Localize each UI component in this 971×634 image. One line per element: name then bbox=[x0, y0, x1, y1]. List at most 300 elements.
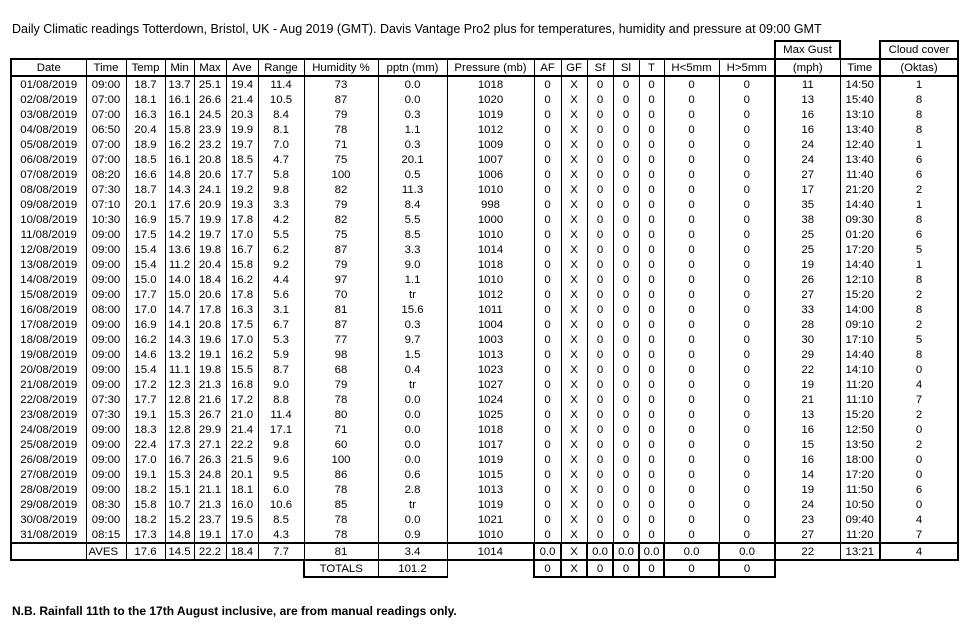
cell-sl: 0 bbox=[613, 317, 639, 332]
table-row bbox=[11, 407, 958, 422]
cell-sl: 0 bbox=[613, 182, 639, 197]
cell-t: 0 bbox=[639, 197, 664, 212]
cell-humidity: 85 bbox=[304, 497, 378, 512]
cell-sf: 0 bbox=[587, 422, 613, 437]
cell-time: 08:15 bbox=[86, 527, 126, 543]
cell-pptn: 9.7 bbox=[378, 332, 447, 347]
cell-gust-time: 12:50 bbox=[840, 422, 880, 437]
cell-max: 23.2 bbox=[194, 137, 226, 152]
cell-max: 23.7 bbox=[194, 512, 226, 527]
cell-humidity: 60 bbox=[304, 437, 378, 452]
cell-gf: X bbox=[561, 467, 587, 482]
cell-max: 21.6 bbox=[194, 392, 226, 407]
cell-range: 9.6 bbox=[258, 452, 304, 467]
col-header-h-lt5mm: H<5mm bbox=[664, 59, 719, 76]
cell-max: 24.1 bbox=[194, 182, 226, 197]
cell-h-gt5mm: 0 bbox=[719, 272, 775, 287]
cell-sf: 0 bbox=[587, 137, 613, 152]
cell-gust-mph: 19 bbox=[775, 257, 840, 272]
cell-range: 9.0 bbox=[258, 377, 304, 392]
cell-sl: 0 bbox=[613, 482, 639, 497]
cell-pressure: 1021 bbox=[447, 512, 534, 527]
aves-pptn: 3.4 bbox=[378, 543, 447, 560]
cell-range: 6.0 bbox=[258, 482, 304, 497]
cell-gust-mph: 29 bbox=[775, 347, 840, 362]
cell-pptn: 1.1 bbox=[378, 272, 447, 287]
aves-af: 0.0 bbox=[534, 543, 561, 560]
cell-sl: 0 bbox=[613, 197, 639, 212]
cell-humidity: 97 bbox=[304, 272, 378, 287]
cell-time: 09:00 bbox=[86, 482, 126, 497]
cell-af: 0 bbox=[534, 317, 561, 332]
cell-ave: 17.0 bbox=[226, 227, 258, 242]
cell-gust-time: 01:20 bbox=[840, 227, 880, 242]
cell-gf: X bbox=[561, 137, 587, 152]
cell-sl: 0 bbox=[613, 212, 639, 227]
cell-t: 0 bbox=[639, 152, 664, 167]
cell-gf: X bbox=[561, 197, 587, 212]
cell-gf: X bbox=[561, 377, 587, 392]
cell-humidity: 87 bbox=[304, 242, 378, 257]
cell-gf: X bbox=[561, 422, 587, 437]
cell-gf: X bbox=[561, 437, 587, 452]
cell-h-lt5mm: 0 bbox=[664, 302, 719, 317]
cell-h-gt5mm: 0 bbox=[719, 92, 775, 107]
cell-min: 16.7 bbox=[165, 452, 194, 467]
cell-gf: X bbox=[561, 347, 587, 362]
cell-gust-time: 11:20 bbox=[840, 527, 880, 543]
cell-humidity: 78 bbox=[304, 122, 378, 137]
cell-af: 0 bbox=[534, 377, 561, 392]
cell-ave: 20.1 bbox=[226, 467, 258, 482]
cell-h-lt5mm: 0 bbox=[664, 182, 719, 197]
cell-date: 26/08/2019 bbox=[11, 452, 86, 467]
cell-ave: 20.3 bbox=[226, 107, 258, 122]
cell-gf: X bbox=[561, 287, 587, 302]
cell-date: 29/08/2019 bbox=[11, 497, 86, 512]
cell-af: 0 bbox=[534, 272, 561, 287]
cell-h-lt5mm: 0 bbox=[664, 527, 719, 543]
cell-date: 04/08/2019 bbox=[11, 122, 86, 137]
table-row bbox=[11, 92, 958, 107]
cell-max: 20.4 bbox=[194, 257, 226, 272]
cell-gust-mph: 33 bbox=[775, 302, 840, 317]
cell-pptn: 5.5 bbox=[378, 212, 447, 227]
cell-af: 0 bbox=[534, 497, 561, 512]
cell-cloud-oktas: 2 bbox=[880, 407, 958, 422]
aves-sf: 0.0 bbox=[587, 543, 613, 560]
cell-range: 4.7 bbox=[258, 152, 304, 167]
cell-gust-mph: 16 bbox=[775, 122, 840, 137]
cell-gf: X bbox=[561, 272, 587, 287]
cell-min: 15.0 bbox=[165, 287, 194, 302]
cell-t: 0 bbox=[639, 167, 664, 182]
cell-h-gt5mm: 0 bbox=[719, 437, 775, 452]
cell-temp: 17.7 bbox=[126, 392, 165, 407]
cell-min: 16.1 bbox=[165, 152, 194, 167]
cell-min: 14.1 bbox=[165, 317, 194, 332]
cell-temp: 14.6 bbox=[126, 347, 165, 362]
cell-max: 17.8 bbox=[194, 302, 226, 317]
cell-date: 22/08/2019 bbox=[11, 392, 86, 407]
cell-pptn: 9.0 bbox=[378, 257, 447, 272]
cell-pressure: 1012 bbox=[447, 287, 534, 302]
cell-t: 0 bbox=[639, 392, 664, 407]
cell-date: 23/08/2019 bbox=[11, 407, 86, 422]
cell-time: 06:50 bbox=[86, 122, 126, 137]
cell-pptn: 0.5 bbox=[378, 167, 447, 182]
col-header-pptn: pptn (mm) bbox=[378, 59, 447, 76]
cell-gust-time: 13:10 bbox=[840, 107, 880, 122]
cell-af: 0 bbox=[534, 512, 561, 527]
cell-date: 17/08/2019 bbox=[11, 317, 86, 332]
cell-humidity: 77 bbox=[304, 332, 378, 347]
cell-gust-time: 14:50 bbox=[840, 76, 880, 92]
cell-humidity: 71 bbox=[304, 137, 378, 152]
cell-gust-mph: 28 bbox=[775, 317, 840, 332]
cell-pressure: 1018 bbox=[447, 422, 534, 437]
table-row bbox=[11, 242, 958, 257]
cell-ave: 16.8 bbox=[226, 377, 258, 392]
cell-ave: 19.4 bbox=[226, 76, 258, 92]
cell-sf: 0 bbox=[587, 152, 613, 167]
aves-t: 0.0 bbox=[639, 543, 664, 560]
cell-cloud-oktas: 0 bbox=[880, 362, 958, 377]
cell-h-gt5mm: 0 bbox=[719, 212, 775, 227]
cell-humidity: 78 bbox=[304, 482, 378, 497]
table-row bbox=[11, 272, 958, 287]
totals-sf: 0 bbox=[587, 560, 613, 577]
cell-gust-time: 14:40 bbox=[840, 197, 880, 212]
cell-time: 09:00 bbox=[86, 76, 126, 92]
cell-sf: 0 bbox=[587, 257, 613, 272]
cell-date: 16/08/2019 bbox=[11, 302, 86, 317]
cell-h-lt5mm: 0 bbox=[664, 287, 719, 302]
cell-h-lt5mm: 0 bbox=[664, 347, 719, 362]
cell-humidity: 68 bbox=[304, 362, 378, 377]
cell-gf: X bbox=[561, 302, 587, 317]
col-header-t: T bbox=[639, 59, 664, 76]
cell-sl: 0 bbox=[613, 392, 639, 407]
cell-h-lt5mm: 0 bbox=[664, 167, 719, 182]
cell-t: 0 bbox=[639, 452, 664, 467]
sheet-title: Daily Climatic readings Totterdown, Bristol, UK - Aug 2019 (GMT). Davis Vantage Pro2 plus for temperatures, humidity and pressure at 09:00 GMT bbox=[12, 22, 822, 36]
totals-t: 0 bbox=[639, 560, 664, 577]
cell-h-gt5mm: 0 bbox=[719, 392, 775, 407]
table-row bbox=[11, 227, 958, 242]
cell-h-lt5mm: 0 bbox=[664, 197, 719, 212]
averages-row bbox=[11, 543, 958, 560]
cell-sf: 0 bbox=[587, 482, 613, 497]
cell-h-lt5mm: 0 bbox=[664, 392, 719, 407]
cell-ave: 21.5 bbox=[226, 452, 258, 467]
cell-sf: 0 bbox=[587, 122, 613, 137]
cell-h-gt5mm: 0 bbox=[719, 182, 775, 197]
col-header-ave: Ave bbox=[226, 59, 258, 76]
cell-gust-mph: 22 bbox=[775, 362, 840, 377]
cell-min: 14.3 bbox=[165, 182, 194, 197]
cell-sl: 0 bbox=[613, 422, 639, 437]
cell-h-gt5mm: 0 bbox=[719, 347, 775, 362]
col-header-range: Range bbox=[258, 59, 304, 76]
cell-temp: 20.1 bbox=[126, 197, 165, 212]
cell-h-lt5mm: 0 bbox=[664, 452, 719, 467]
cell-t: 0 bbox=[639, 107, 664, 122]
cell-h-lt5mm: 0 bbox=[664, 377, 719, 392]
cell-h-gt5mm: 0 bbox=[719, 242, 775, 257]
cell-time: 09:00 bbox=[86, 227, 126, 242]
cell-pressure: 1010 bbox=[447, 182, 534, 197]
cell-min: 14.8 bbox=[165, 167, 194, 182]
table-row bbox=[11, 302, 958, 317]
cell-range: 5.5 bbox=[258, 227, 304, 242]
table-row bbox=[11, 197, 958, 212]
cell-h-gt5mm: 0 bbox=[719, 227, 775, 242]
cell-sl: 0 bbox=[613, 122, 639, 137]
cell-cloud-oktas: 1 bbox=[880, 257, 958, 272]
cell-max: 24.5 bbox=[194, 107, 226, 122]
cell-t: 0 bbox=[639, 362, 664, 377]
cell-h-gt5mm: 0 bbox=[719, 452, 775, 467]
cell-min: 14.7 bbox=[165, 302, 194, 317]
totals-spacer bbox=[447, 560, 534, 577]
cell-date: 10/08/2019 bbox=[11, 212, 86, 227]
cell-gust-mph: 14 bbox=[775, 467, 840, 482]
cell-temp: 18.7 bbox=[126, 76, 165, 92]
cell-h-gt5mm: 0 bbox=[719, 197, 775, 212]
cell-h-lt5mm: 0 bbox=[664, 422, 719, 437]
cell-temp: 17.0 bbox=[126, 302, 165, 317]
cell-cloud-oktas: 8 bbox=[880, 122, 958, 137]
cell-gust-mph: 23 bbox=[775, 512, 840, 527]
cell-time: 09:00 bbox=[86, 347, 126, 362]
cell-sf: 0 bbox=[587, 467, 613, 482]
cell-date: 31/08/2019 bbox=[11, 527, 86, 543]
cell-sl: 0 bbox=[613, 302, 639, 317]
cell-gust-time: 13:40 bbox=[840, 122, 880, 137]
table-row bbox=[11, 76, 958, 92]
cell-date: 09/08/2019 bbox=[11, 197, 86, 212]
totals-empty bbox=[86, 560, 126, 577]
cell-humidity: 70 bbox=[304, 287, 378, 302]
cell-h-gt5mm: 0 bbox=[719, 407, 775, 422]
table-row bbox=[11, 347, 958, 362]
cell-pptn: 8.5 bbox=[378, 227, 447, 242]
table-row bbox=[11, 167, 958, 182]
cell-min: 17.6 bbox=[165, 197, 194, 212]
cell-ave: 19.9 bbox=[226, 122, 258, 137]
aves-min: 14.5 bbox=[165, 543, 194, 560]
col-header-cloud-oktas: (Oktas) bbox=[880, 59, 958, 76]
cell-pressure: 1019 bbox=[447, 452, 534, 467]
cell-min: 14.8 bbox=[165, 527, 194, 543]
cell-h-lt5mm: 0 bbox=[664, 242, 719, 257]
table-row bbox=[11, 452, 958, 467]
cell-af: 0 bbox=[534, 407, 561, 422]
cell-range: 9.2 bbox=[258, 257, 304, 272]
cell-min: 10.7 bbox=[165, 497, 194, 512]
totals-empty bbox=[194, 560, 226, 577]
col-header-gust-time: Time bbox=[840, 59, 880, 76]
cell-af: 0 bbox=[534, 76, 561, 92]
cell-t: 0 bbox=[639, 347, 664, 362]
aves-gf: X bbox=[561, 543, 587, 560]
cell-gf: X bbox=[561, 452, 587, 467]
cell-af: 0 bbox=[534, 332, 561, 347]
cell-gf: X bbox=[561, 392, 587, 407]
cell-date: 13/08/2019 bbox=[11, 257, 86, 272]
cell-af: 0 bbox=[534, 152, 561, 167]
aves-range: 7.7 bbox=[258, 543, 304, 560]
cell-sf: 0 bbox=[587, 437, 613, 452]
cell-ave: 19.3 bbox=[226, 197, 258, 212]
cell-ave: 21.0 bbox=[226, 407, 258, 422]
cell-af: 0 bbox=[534, 422, 561, 437]
cell-ave: 16.3 bbox=[226, 302, 258, 317]
cell-af: 0 bbox=[534, 362, 561, 377]
totals-empty bbox=[226, 560, 258, 577]
table-row bbox=[11, 527, 958, 543]
cell-cloud-oktas: 0 bbox=[880, 497, 958, 512]
cell-ave: 19.5 bbox=[226, 512, 258, 527]
cell-sf: 0 bbox=[587, 287, 613, 302]
table-row bbox=[11, 467, 958, 482]
cell-gust-mph: 27 bbox=[775, 167, 840, 182]
cell-max: 21.3 bbox=[194, 497, 226, 512]
cell-t: 0 bbox=[639, 482, 664, 497]
cell-af: 0 bbox=[534, 482, 561, 497]
cell-h-lt5mm: 0 bbox=[664, 227, 719, 242]
cell-gf: X bbox=[561, 152, 587, 167]
cell-max: 20.8 bbox=[194, 152, 226, 167]
cell-min: 12.3 bbox=[165, 377, 194, 392]
cell-time: 10:30 bbox=[86, 212, 126, 227]
cell-range: 3.3 bbox=[258, 197, 304, 212]
cell-temp: 22.4 bbox=[126, 437, 165, 452]
col-header-sl: Sl bbox=[613, 59, 639, 76]
cell-h-lt5mm: 0 bbox=[664, 317, 719, 332]
cell-pptn: 3.3 bbox=[378, 242, 447, 257]
cell-cloud-oktas: 6 bbox=[880, 482, 958, 497]
cell-date: 20/08/2019 bbox=[11, 362, 86, 377]
cell-time: 07:30 bbox=[86, 407, 126, 422]
cell-time: 09:00 bbox=[86, 452, 126, 467]
cell-range: 8.8 bbox=[258, 392, 304, 407]
cell-h-lt5mm: 0 bbox=[664, 332, 719, 347]
aves-humidity: 81 bbox=[304, 543, 378, 560]
cell-cloud-oktas: 6 bbox=[880, 152, 958, 167]
cell-sf: 0 bbox=[587, 452, 613, 467]
cell-sf: 0 bbox=[587, 407, 613, 422]
cell-pressure: 1007 bbox=[447, 152, 534, 167]
cell-gust-mph: 30 bbox=[775, 332, 840, 347]
cell-date: 25/08/2019 bbox=[11, 437, 86, 452]
cell-sl: 0 bbox=[613, 377, 639, 392]
cell-sf: 0 bbox=[587, 272, 613, 287]
cell-sl: 0 bbox=[613, 76, 639, 92]
cell-time: 07:00 bbox=[86, 107, 126, 122]
cell-gust-time: 14:10 bbox=[840, 362, 880, 377]
cell-gf: X bbox=[561, 242, 587, 257]
cell-af: 0 bbox=[534, 452, 561, 467]
cell-pressure: 1012 bbox=[447, 122, 534, 137]
cell-gust-time: 21:20 bbox=[840, 182, 880, 197]
col-header-max: Max bbox=[194, 59, 226, 76]
cell-min: 14.2 bbox=[165, 227, 194, 242]
cell-time: 08:00 bbox=[86, 302, 126, 317]
cell-cloud-oktas: 6 bbox=[880, 167, 958, 182]
cell-gust-mph: 16 bbox=[775, 422, 840, 437]
cell-t: 0 bbox=[639, 182, 664, 197]
table-row bbox=[11, 332, 958, 347]
cell-af: 0 bbox=[534, 527, 561, 543]
cell-pressure: 1009 bbox=[447, 137, 534, 152]
cell-af: 0 bbox=[534, 212, 561, 227]
cell-pptn: 0.0 bbox=[378, 392, 447, 407]
cell-max: 20.9 bbox=[194, 197, 226, 212]
cell-cloud-oktas: 0 bbox=[880, 452, 958, 467]
cell-sf: 0 bbox=[587, 362, 613, 377]
cell-h-gt5mm: 0 bbox=[719, 512, 775, 527]
cell-temp: 15.4 bbox=[126, 362, 165, 377]
cell-time: 07:00 bbox=[86, 152, 126, 167]
cell-humidity: 75 bbox=[304, 227, 378, 242]
cell-humidity: 98 bbox=[304, 347, 378, 362]
cell-pressure: 1015 bbox=[447, 467, 534, 482]
cell-t: 0 bbox=[639, 437, 664, 452]
cell-gf: X bbox=[561, 332, 587, 347]
cell-ave: 19.7 bbox=[226, 137, 258, 152]
cell-cloud-oktas: 1 bbox=[880, 197, 958, 212]
cell-range: 3.1 bbox=[258, 302, 304, 317]
table-row bbox=[11, 497, 958, 512]
cell-gust-time: 12:10 bbox=[840, 272, 880, 287]
cell-h-gt5mm: 0 bbox=[719, 317, 775, 332]
cell-gf: X bbox=[561, 76, 587, 92]
cell-gust-mph: 16 bbox=[775, 452, 840, 467]
cell-h-gt5mm: 0 bbox=[719, 527, 775, 543]
cell-humidity: 100 bbox=[304, 452, 378, 467]
col-header-humidity: Humidity % bbox=[304, 59, 378, 76]
cell-ave: 16.2 bbox=[226, 347, 258, 362]
table-row bbox=[11, 392, 958, 407]
cell-range: 10.5 bbox=[258, 92, 304, 107]
cell-gust-time: 17:10 bbox=[840, 332, 880, 347]
cell-max: 29.9 bbox=[194, 422, 226, 437]
cell-gf: X bbox=[561, 182, 587, 197]
cell-temp: 15.4 bbox=[126, 257, 165, 272]
cell-humidity: 73 bbox=[304, 76, 378, 92]
cell-gf: X bbox=[561, 257, 587, 272]
col-header-temp: Temp bbox=[126, 59, 165, 76]
cell-humidity: 75 bbox=[304, 152, 378, 167]
cell-sf: 0 bbox=[587, 167, 613, 182]
cell-gust-time: 11:40 bbox=[840, 167, 880, 182]
cell-pptn: 1.5 bbox=[378, 347, 447, 362]
cell-gust-time: 17:20 bbox=[840, 467, 880, 482]
aves-h-gt5mm: 0.0 bbox=[719, 543, 775, 560]
cell-ave: 17.0 bbox=[226, 332, 258, 347]
cell-gust-time: 14:40 bbox=[840, 347, 880, 362]
cell-sl: 0 bbox=[613, 287, 639, 302]
cell-range: 11.4 bbox=[258, 76, 304, 92]
cell-t: 0 bbox=[639, 242, 664, 257]
col-header-h-gt5mm: H>5mm bbox=[719, 59, 775, 76]
cell-gf: X bbox=[561, 317, 587, 332]
cell-sf: 0 bbox=[587, 197, 613, 212]
cell-sl: 0 bbox=[613, 512, 639, 527]
cell-t: 0 bbox=[639, 467, 664, 482]
